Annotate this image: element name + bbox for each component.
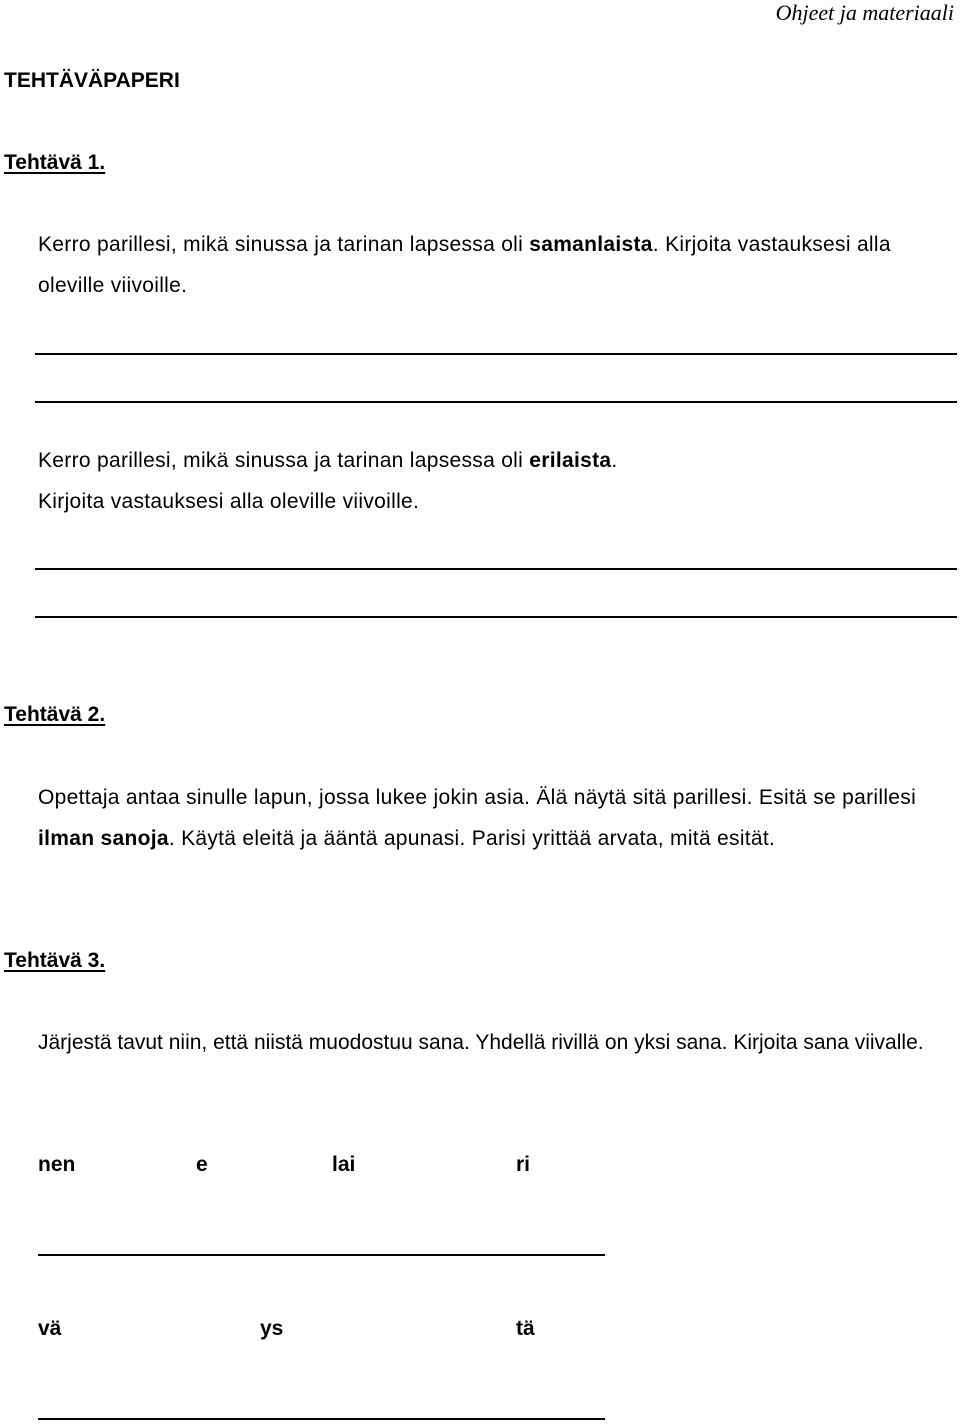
answer-line[interactable] bbox=[35, 401, 957, 403]
task-2-heading: Tehtävä 2. bbox=[4, 703, 106, 726]
task-1-p2-text-end: . bbox=[611, 449, 618, 472]
syllable: ys bbox=[260, 1317, 284, 1340]
word-answer-line[interactable] bbox=[38, 1254, 605, 1256]
task-1-paragraph-2 bbox=[38, 440, 956, 522]
task-2-emphasis: ilman sanoja bbox=[38, 827, 169, 850]
syllable: ri bbox=[516, 1153, 531, 1176]
answer-line[interactable] bbox=[35, 353, 957, 355]
task-3-heading: Tehtävä 3. bbox=[4, 949, 106, 972]
answer-line[interactable] bbox=[35, 568, 957, 570]
syllable-row bbox=[38, 1152, 638, 1178]
syllable: lai bbox=[332, 1153, 356, 1176]
task-1-p2-text: Kerro parillesi, mikä sinussa ja tarinan lapsessa oli bbox=[38, 449, 530, 472]
header-text: Ohjeet ja materiaali bbox=[775, 0, 954, 25]
task-2-paragraph bbox=[38, 777, 956, 859]
task-1-p2-line-2: Kirjoita vastauksesi alla oleville viivoille. bbox=[38, 490, 420, 513]
task-2-text-end: . Käytä eleitä ja ääntä apunasi. Parisi yrittää arvata, mitä esität. bbox=[168, 827, 776, 850]
syllable: tä bbox=[516, 1317, 535, 1340]
task-1-heading: Tehtävä 1. bbox=[4, 151, 106, 174]
syllable: e bbox=[196, 1153, 208, 1176]
word-answer-line[interactable] bbox=[38, 1418, 605, 1420]
document-title: TEHTÄVÄPAPERI bbox=[4, 69, 180, 92]
task-1-p2-emphasis: erilaista bbox=[529, 449, 612, 472]
syllable-row bbox=[38, 1316, 638, 1342]
task-3-instructions: Järjestä tavut niin, että niistä muodostuu sana. Yhdellä rivillä on yksi sana. Kirjoita sana viivalle. bbox=[38, 1031, 924, 1054]
answer-line[interactable] bbox=[35, 616, 957, 618]
syllable: vä bbox=[38, 1317, 62, 1340]
syllable: nen bbox=[38, 1153, 76, 1176]
task-1-paragraph-1 bbox=[38, 224, 956, 306]
task-1-p1-emphasis: samanlaista bbox=[529, 233, 653, 256]
task-1-p1-text: Kerro parillesi, mikä sinussa ja tarinan lapsessa oli bbox=[38, 233, 530, 256]
task-2-text: Opettaja antaa sinulle lapun, jossa lukee jokin asia. Älä näytä sitä parillesi. Esitä se parillesi bbox=[38, 786, 917, 809]
task-1-p1-text-end: . Kirjoita vastauksesi alla oleville viivoille. bbox=[38, 233, 891, 297]
